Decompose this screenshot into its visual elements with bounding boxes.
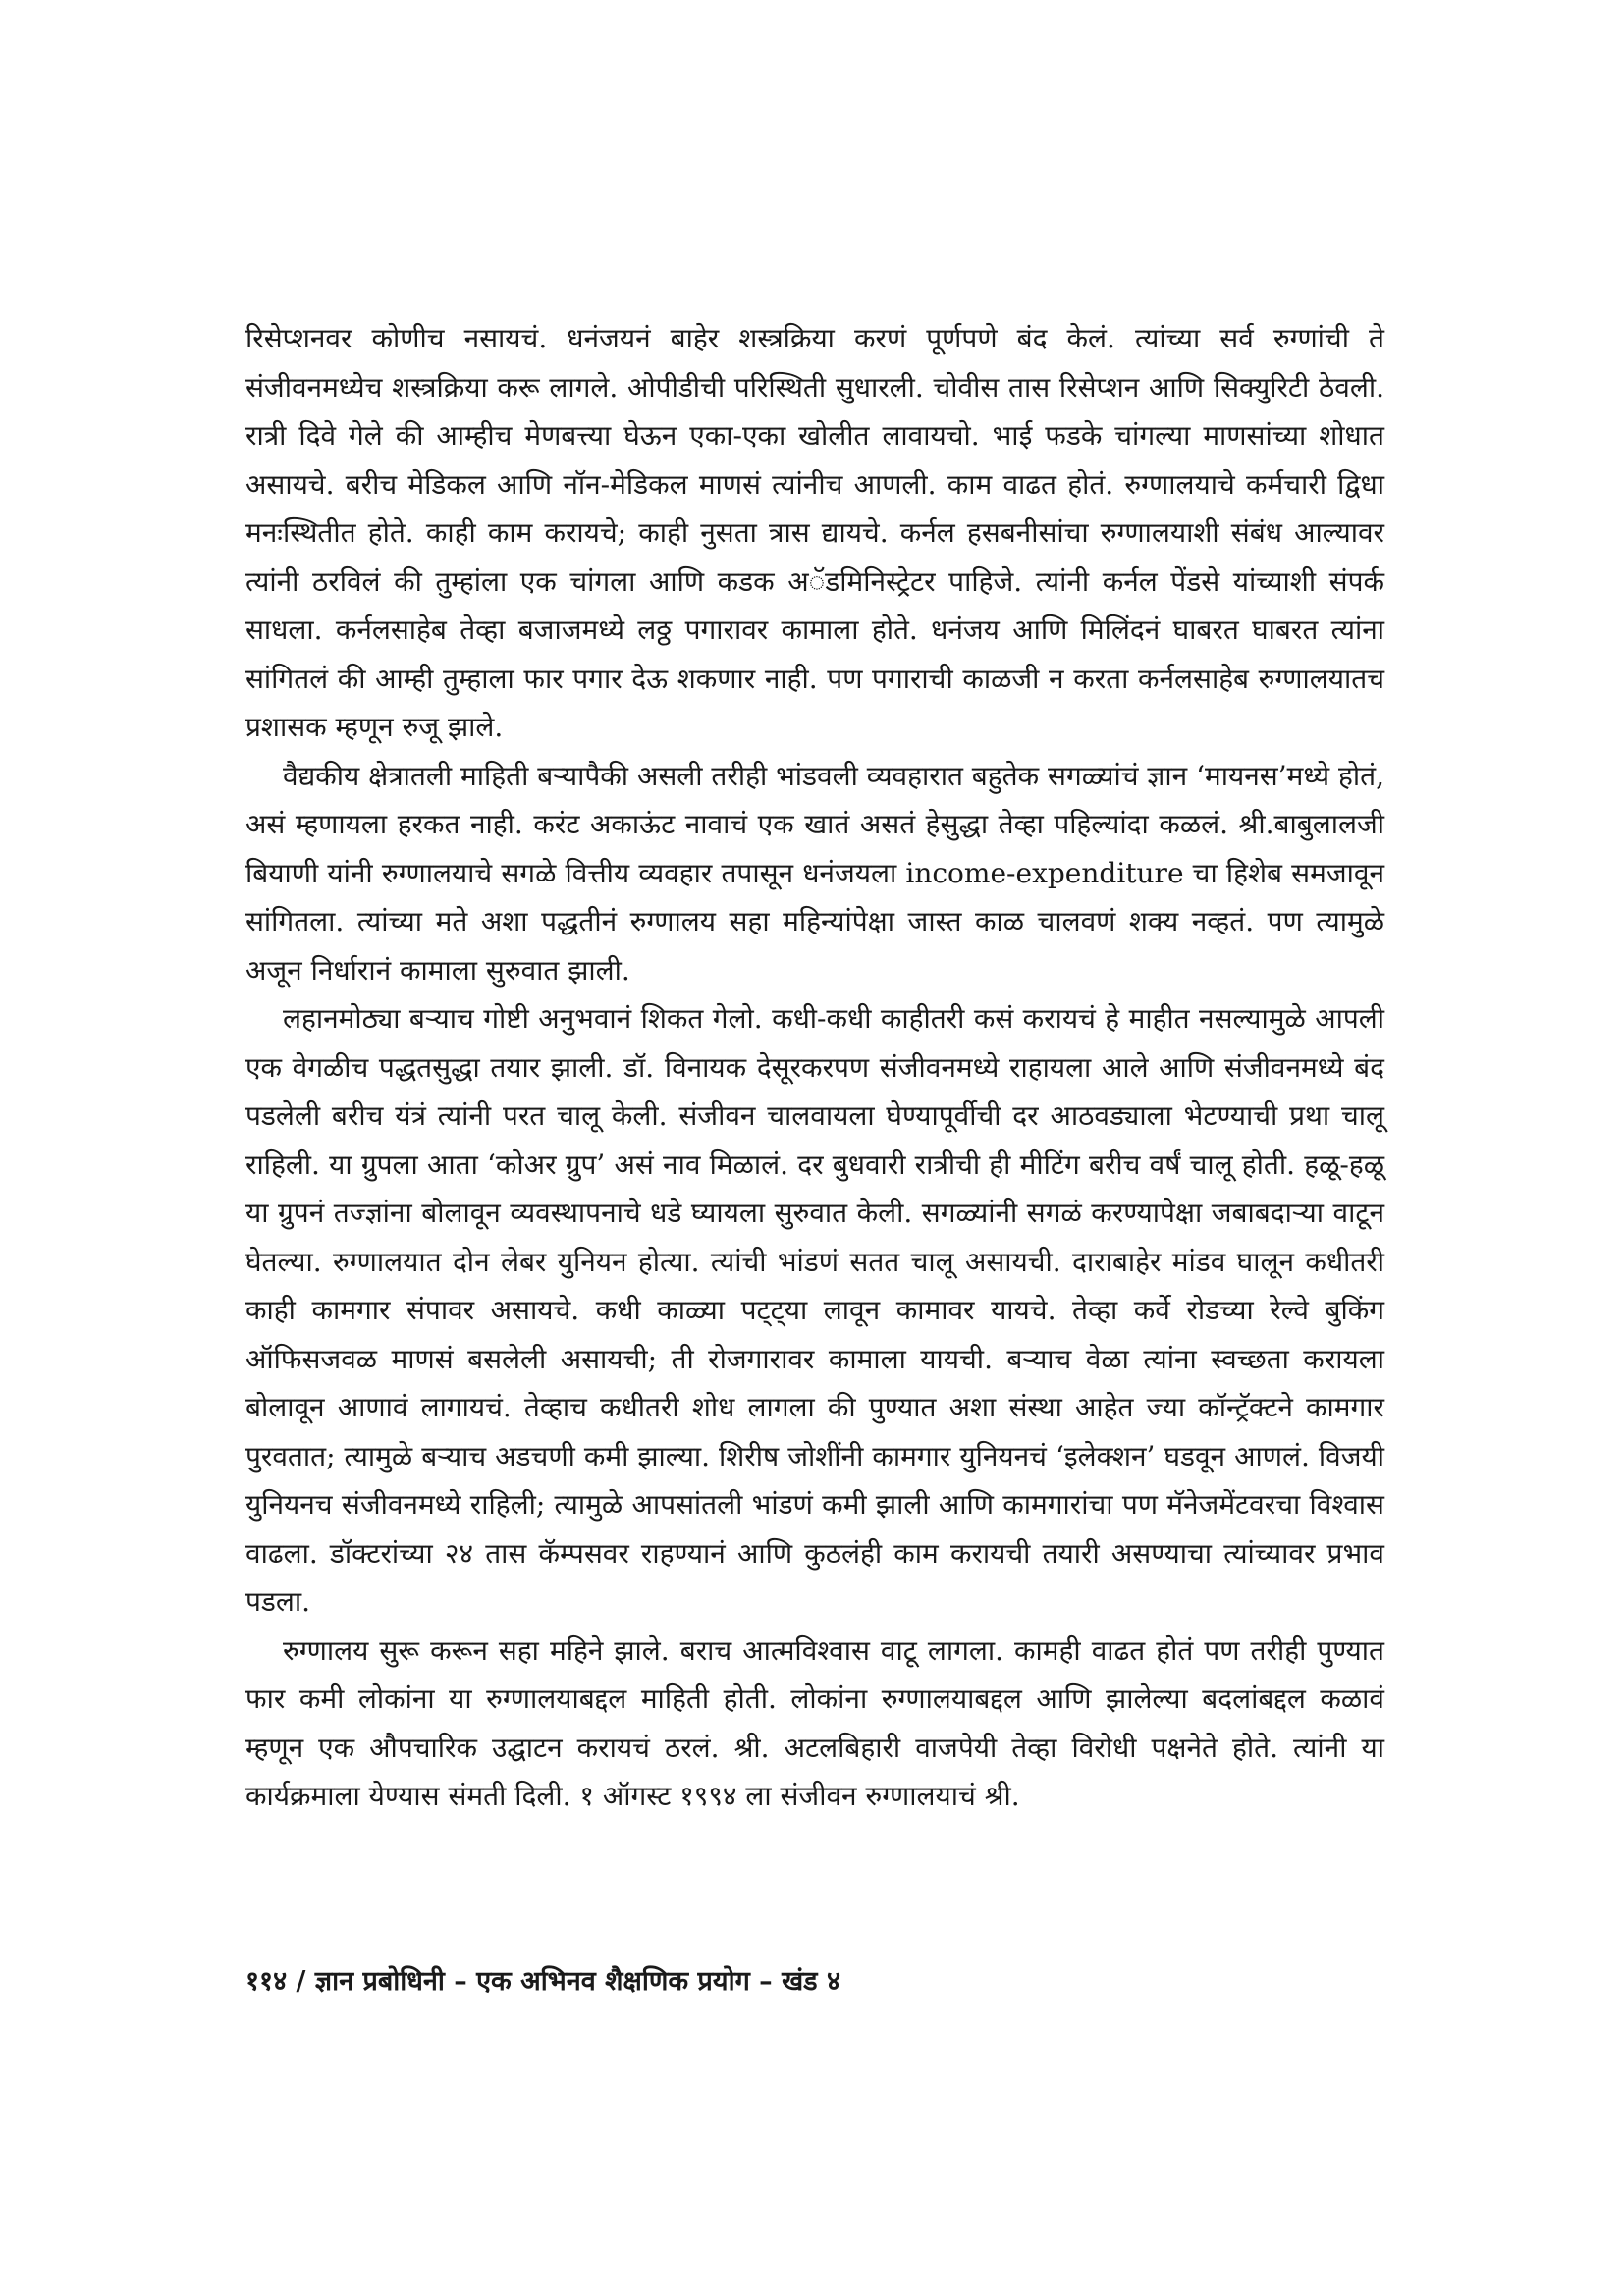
page-footer: ११४ / ज्ञान प्रबोधिनी – एक अभिनव शैक्षणिक प्रयोग – खंड ४ xyxy=(245,1966,841,1997)
page-body xyxy=(245,314,1384,1821)
paragraph-2: वैद्यकीय क्षेत्रातली माहिती बऱ्यापैकी असली तरीही भांडवली व्यवहारात बहुतेक सगळ्यांचं ज्ञान ‘मायनस’मध्ये होतं, असं म्हणायला हरकत नाही. करंट अकाऊंट नावाचं एक खातं असतं हेसुद्धा तेव्हा पहिल्यांदा कळलं. श्री.बाबुलालजी बियाणी यांनी रुग्णालयाचे सगळे वित्तीय व्यवहार तपासून धनंजयला income-expenditure चा हिशेब समजावून सांगितला. त्यांच्या मते अशा पद्धतीनं रुग्णालय सहा महिन्यांपेक्षा जास्त काळ चालवणं शक्य नव्हतं. पण त्यामुळे अजून निर्धारानं कामाला सुरुवात झाली. xyxy=(245,759,1384,987)
paragraph-1: रिसेप्शनवर कोणीच नसायचं. धनंजयनं बाहेर शस्त्रक्रिया करणं पूर्णपणे बंद केलं. त्यांच्या सर्व रुग्णांची ते संजीवनमध्येच शस्त्रक्रिया करू लागले. ओपीडीची परिस्थिती सुधारली. चोवीस तास रिसेप्शन आणि सिक्युरिटी ठेवली. रात्री दिवे गेले की आम्हीच मेणबत्त्या घेऊन एका-एका खोलीत लावायचो. भाई फडके चांगल्या माणसांच्या शोधात असायचे. बरीच मेडिकल आणि नॉन-मेडिकल माणसं त्यांनीच आणली. काम वाढत होतं. रुग्णालयाचे कर्मचारी द्विधा मनःस्थितीत होते. काही काम करायचे; काही नुसता त्रास द्यायचे. कर्नल हसबनीसांचा रुग्णालयाशी संबंध आल्यावर त्यांनी ठरविलं की तुम्हांला एक चांगला आणि कडक अॅडमिनिस्ट्रेटर पाहिजे. त्यांनी कर्नल पेंडसे यांच्याशी संपर्क साधला. कर्नलसाहेब तेव्हा बजाजमध्ये लठ्ठ पगारावर कामाला होते. धनंजय आणि मिलिंदनं घाबरत घाबरत त्यांना सांगितलं की आम्ही तुम्हाला फार पगार देऊ शकणार नाही. पण पगाराची काळजी न करता कर्नलसाहेब रुग्णालयातच प्रशासक म्हणून रुजू झाले. xyxy=(245,322,1384,743)
paragraph-4: रुग्णालय सुरू करून सहा महिने झाले. बराच आत्मविश्वास वाटू लागला. कामही वाढत होतं पण तरीही पुण्यात फार कमी लोकांना या रुग्णालयाबद्दल माहिती होती. लोकांना रुग्णालयाबद्दल आणि झालेल्या बदलांबद्दल कळावं म्हणून एक औपचारिक उद्घाटन करायचं ठरलं. श्री. अटलबिहारी वाजपेयी तेव्हा विरोधी पक्षनेते होते. त्यांनी या कार्यक्रमाला येण्यास संमती दिली. १ ऑगस्ट १९९४ ला संजीवन रुग्णालयाचं श्री. xyxy=(245,1633,1384,1812)
paragraph-3: लहानमोठ्या बऱ्याच गोष्टी अनुभवानं शिकत गेलो. कधी-कधी काहीतरी कसं करायचं हे माहीत नसल्यामुळे आपली एक वेगळीच पद्धतसुद्धा तयार झाली. डॉ. विनायक देसूरकरपण संजीवनमध्ये राहायला आले आणि संजीवनमध्ये बंद पडलेली बरीच यंत्रं त्यांनी परत चालू केली. संजीवन चालवायला घेण्यापूर्वीची दर आठवड्याला भेटण्याची प्रथा चालू राहिली. या ग्रुपला आता ‘कोअर ग्रुप’ असं नाव मिळालं. दर बुधवारी रात्रीची ही मीटिंग बरीच वर्षं चालू होती. हळू-हळू या ग्रुपनं तज्ज्ञांना बोलावून व्यवस्थापनाचे धडे घ्यायला सुरुवात केली. सगळ्यांनी सगळं करण्यापेक्षा जबाबदाऱ्या वाटून घेतल्या. रुग्णालयात दोन लेबर युनियन होत्या. त्यांची भांडणं सतत चालू असायची. दाराबाहेर मांडव घालून कधीतरी काही कामगार संपावर असायचे. कधी काळ्या पट्ट्या लावून कामावर यायचे. तेव्हा कर्वे रोडच्या रेल्वे बुकिंग ऑफिसजवळ माणसं बसलेली असायची; ती रोजगारावर कामाला यायची. बऱ्याच वेळा त्यांना स्वच्छता करायला बोलावून आणावं लागायचं. तेव्हाच कधीतरी शोध लागला की पुण्यात अशा संस्था आहेत ज्या कॉन्ट्रॅक्टने कामगार पुरवतात; त्यामुळे बऱ्याच अडचणी कमी झाल्या. शिरीष जोशींनी कामगार युनियनचं ‘इलेक्शन’ घडवून आणलं. विजयी युनियनच संजीवनमध्ये राहिली; त्यामुळे आपसांतली भांडणं कमी झाली आणि कामगारांचा पण मॅनेजमेंटवरचा विश्वास वाढला. डॉक्टरांच्या २४ तास कॅम्पसवर राहण्यानं आणि कुठलंही काम करायची तयारी असण्याचा त्यांच्यावर प्रभाव पडला. xyxy=(245,1002,1384,1618)
